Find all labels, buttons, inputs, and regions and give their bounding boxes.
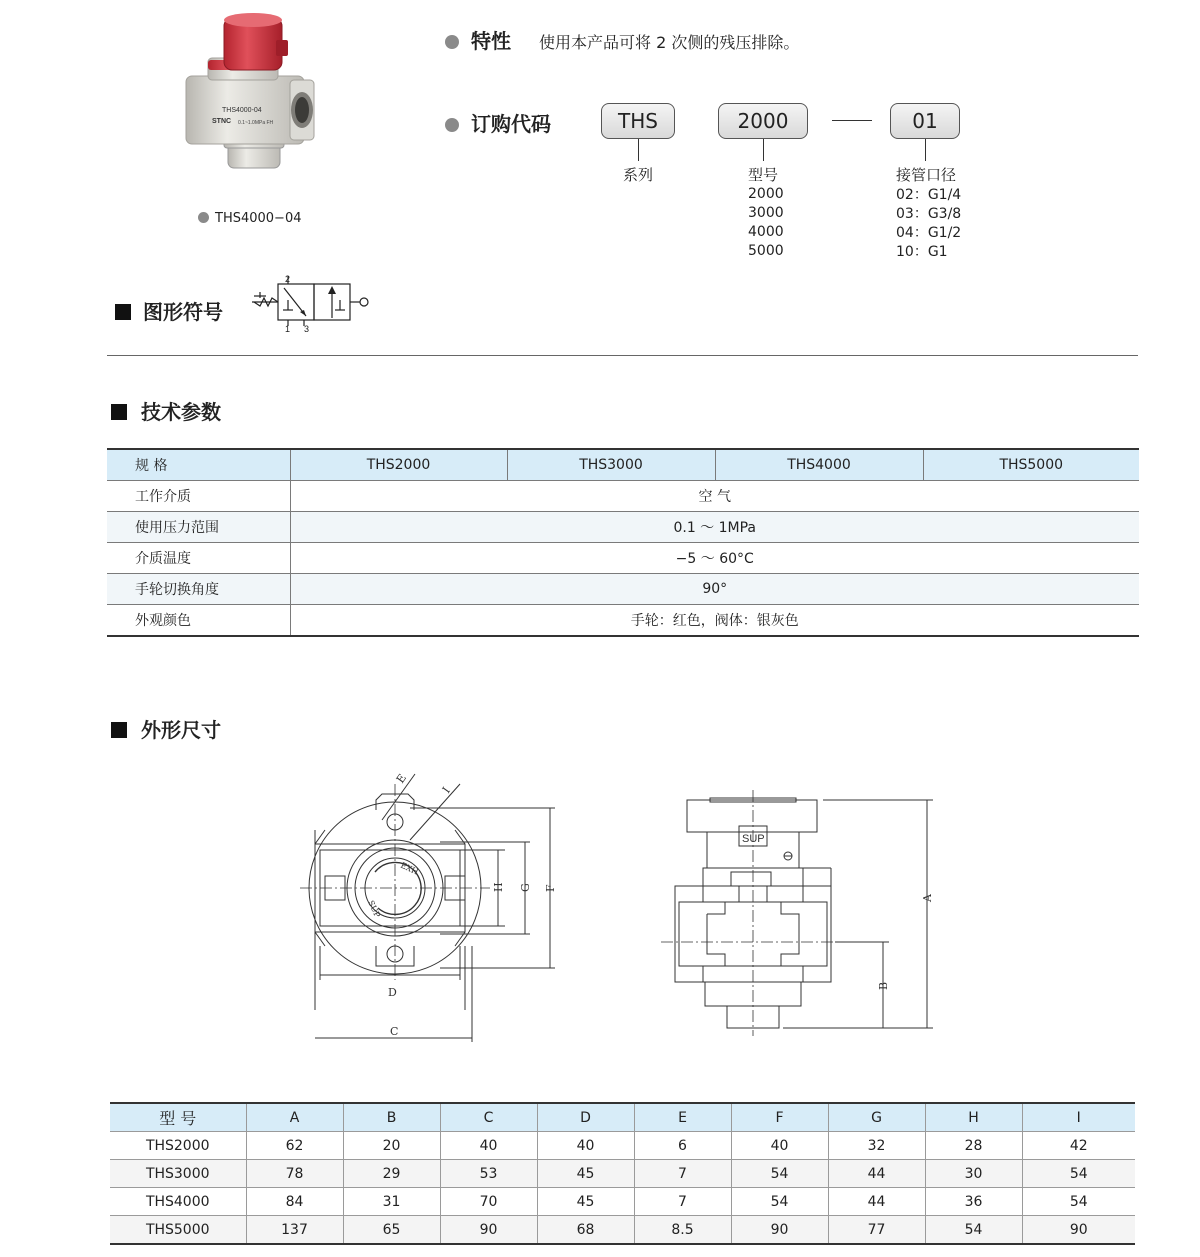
row-label: 外观颜色	[107, 605, 290, 637]
port-option: 02：G1/4	[896, 187, 962, 203]
order-code-heading	[445, 108, 551, 137]
port-3-label: 3	[304, 324, 310, 334]
cell: 8.5	[634, 1216, 731, 1245]
tech-table	[107, 448, 1139, 637]
cell: 45	[537, 1188, 634, 1216]
model-option: 4000	[748, 224, 784, 240]
row-value: −5 ～ 60°C	[290, 543, 1139, 574]
cell: 29	[343, 1160, 440, 1188]
row-label: 手轮切换角度	[107, 574, 290, 605]
dim-label-e: E	[393, 771, 410, 786]
cell: 77	[828, 1216, 925, 1245]
model-option: 3000	[748, 205, 784, 221]
dim-label-f: F	[544, 884, 557, 892]
header-cell: F	[731, 1103, 828, 1132]
top-view-drawing	[290, 770, 570, 1050]
product-photo	[180, 12, 320, 182]
dims-label: 外形尺寸	[141, 718, 221, 742]
table-row	[110, 1132, 1135, 1160]
feature-label: 特性	[471, 29, 511, 53]
side-view-drawing	[655, 790, 945, 1040]
table-row	[110, 1160, 1135, 1188]
header-cell: THS2000	[290, 449, 507, 481]
row-value: 90°	[290, 574, 1139, 605]
row-label: 使用压力范围	[107, 512, 290, 543]
product-caption: THS4000−04	[198, 211, 302, 226]
model-label: 型号	[748, 166, 779, 184]
cell: 84	[246, 1188, 343, 1216]
cell: 54	[1022, 1188, 1135, 1216]
sup-label: SUP	[366, 899, 382, 919]
bullet-icon	[445, 118, 459, 132]
row-value: 手轮：红色，阀体：银灰色	[290, 605, 1139, 637]
code-leader	[763, 139, 764, 161]
dim-label-i: I	[439, 784, 453, 796]
model-option: 2000	[748, 186, 784, 202]
exh-label: EXH	[399, 860, 420, 877]
table-row	[107, 543, 1139, 574]
cell: 53	[440, 1160, 537, 1188]
cell: 40	[440, 1132, 537, 1160]
dims-heading	[111, 714, 221, 743]
code-leader	[638, 139, 639, 161]
cell: 20	[343, 1132, 440, 1160]
row-value: 0.1 ～ 1MPa	[290, 512, 1139, 543]
dim-label-d: D	[388, 986, 397, 999]
cell: 70	[440, 1188, 537, 1216]
dims-table	[110, 1102, 1135, 1245]
symbol-heading	[115, 296, 223, 325]
dim-label-a: A	[921, 894, 934, 902]
header-cell: A	[246, 1103, 343, 1132]
feature-text: 使用本产品可将 2 次侧的残压排除。	[539, 33, 800, 52]
body-marking: THS4000-04	[222, 107, 262, 114]
header-cell: THS4000	[715, 449, 923, 481]
port-option: 04：G1/2	[896, 225, 962, 241]
cell: 62	[246, 1132, 343, 1160]
square-bullet-icon	[115, 304, 131, 320]
cell: 7	[634, 1160, 731, 1188]
code-box-model: 2000	[718, 103, 808, 139]
table-row	[107, 481, 1139, 512]
port-option: 10：G1	[896, 244, 948, 260]
cell: 30	[925, 1160, 1022, 1188]
cell: 90	[1022, 1216, 1135, 1245]
dim-label-g: G	[519, 883, 532, 892]
port-2-label: 2	[285, 274, 291, 284]
code-dash	[832, 120, 872, 121]
header-cell: G	[828, 1103, 925, 1132]
port-option: 03：G3/8	[896, 206, 962, 222]
cell: 31	[343, 1188, 440, 1216]
cell: THS5000	[110, 1216, 246, 1245]
cell: 40	[537, 1132, 634, 1160]
cell: 40	[731, 1132, 828, 1160]
table-header-row	[107, 449, 1139, 481]
cell: 44	[828, 1188, 925, 1216]
square-bullet-icon	[111, 722, 127, 738]
dim-label-b: B	[877, 981, 890, 990]
cell: THS2000	[110, 1132, 246, 1160]
table-row	[110, 1188, 1135, 1216]
sup-port-label: SUP	[742, 833, 765, 845]
feature-row	[445, 25, 799, 54]
series-label: 系列	[623, 166, 654, 184]
cell: 7	[634, 1188, 731, 1216]
code-box-series: THS	[601, 103, 675, 139]
tech-heading	[111, 396, 221, 425]
cell: THS4000	[110, 1188, 246, 1216]
cell: 90	[731, 1216, 828, 1245]
header-cell: 规 格	[107, 449, 290, 481]
cell: 54	[731, 1160, 828, 1188]
cell: 137	[246, 1216, 343, 1245]
bullet-icon	[198, 212, 209, 223]
cell: 54	[731, 1188, 828, 1216]
cell: 45	[537, 1160, 634, 1188]
dim-label-h: H	[492, 882, 505, 892]
cell: 42	[1022, 1132, 1135, 1160]
cell: 90	[440, 1216, 537, 1245]
brand-marking: STNC	[212, 118, 232, 125]
cell: 65	[343, 1216, 440, 1245]
code-box-port: 01	[890, 103, 960, 139]
dim-label-c: C	[390, 1025, 399, 1038]
dims-header-row	[110, 1103, 1135, 1132]
cell: 44	[828, 1160, 925, 1188]
cell: 6	[634, 1132, 731, 1160]
table-row	[107, 605, 1139, 637]
cell: 68	[537, 1216, 634, 1245]
section-divider	[107, 355, 1138, 356]
row-label: 工作介质	[107, 481, 290, 512]
square-bullet-icon	[111, 404, 127, 420]
header-cell: H	[925, 1103, 1022, 1132]
tech-label: 技术参数	[141, 400, 221, 424]
cell: 54	[925, 1216, 1022, 1245]
header-cell: B	[343, 1103, 440, 1132]
pressure-marking: 0.1~1.0MPa FH	[238, 120, 274, 126]
model-option: 5000	[748, 243, 784, 259]
header-cell: THS3000	[507, 449, 715, 481]
table-row	[107, 512, 1139, 543]
row-label: 介质温度	[107, 543, 290, 574]
cell: 28	[925, 1132, 1022, 1160]
valve-symbol	[248, 272, 376, 334]
port-1-label: 1	[285, 324, 291, 334]
port-label: 接管口径	[896, 166, 957, 184]
code-leader	[925, 139, 926, 161]
bullet-icon	[445, 35, 459, 49]
order-code-label: 订购代码	[471, 112, 551, 136]
table-row	[107, 574, 1139, 605]
header-cell: D	[537, 1103, 634, 1132]
table-row	[110, 1216, 1135, 1245]
header-cell: THS5000	[923, 449, 1139, 481]
cell: 36	[925, 1188, 1022, 1216]
cell: 54	[1022, 1160, 1135, 1188]
header-cell: I	[1022, 1103, 1135, 1132]
header-cell: 型 号	[110, 1103, 246, 1132]
cell: THS3000	[110, 1160, 246, 1188]
header-cell: C	[440, 1103, 537, 1132]
cell: 32	[828, 1132, 925, 1160]
header-cell: E	[634, 1103, 731, 1132]
symbol-label: 图形符号	[143, 300, 223, 324]
row-value: 空 气	[290, 481, 1139, 512]
cell: 78	[246, 1160, 343, 1188]
